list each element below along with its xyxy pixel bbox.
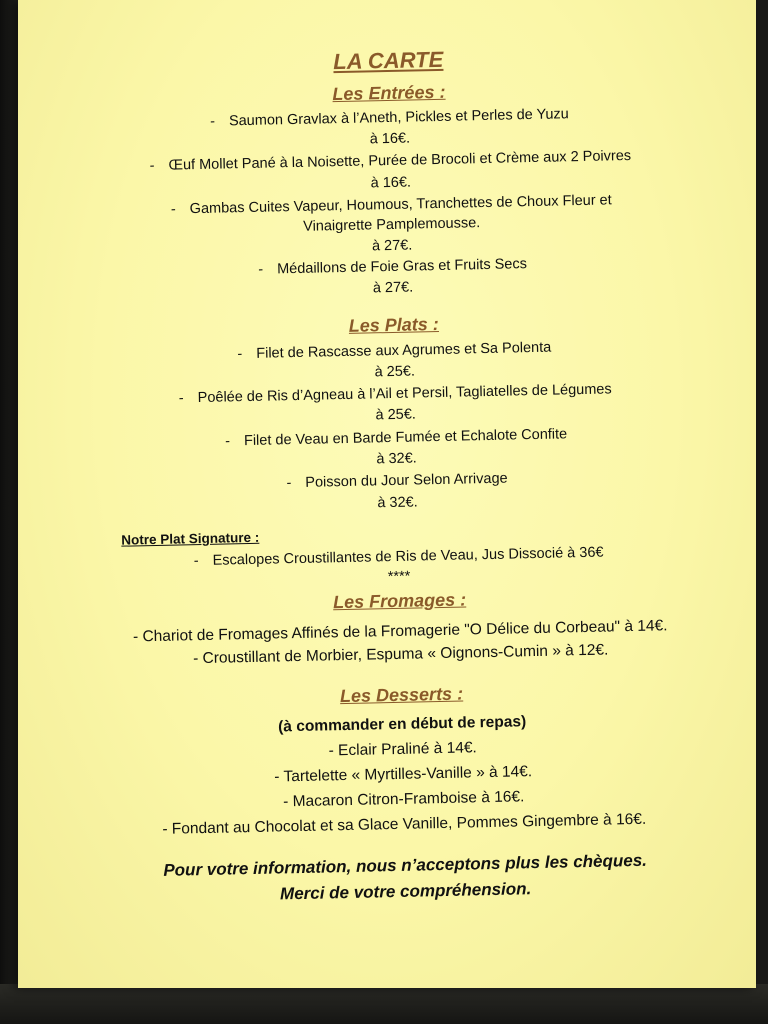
dash: - [286,475,292,492]
entree-price: à 16€. [370,174,412,192]
menu-sheet [18,0,768,996]
entree-name-cont: Vinaigrette Pamplemousse. [303,215,481,235]
dessert-item-2: - Tartelette « Myrtilles-Vanille » à 14€. [274,763,533,786]
dash: - [258,261,264,278]
menu-title: LA CARTE [333,46,444,75]
entree-name: Gambas Cuites Vapeur, Houmous, Tranchettes de Choux Fleur et [189,192,612,218]
signature-heading: Notre Plat Signature : [121,529,260,548]
plat-price: à 32€. [377,494,418,512]
fromages-heading: Les Fromages : [332,589,467,613]
plats-heading: Les Plats : [348,313,440,336]
entree-name: Médaillons de Foie Gras et Fruits Secs [276,256,528,278]
dash: - [224,433,231,450]
plat-price: à 25€. [374,363,416,381]
dessert-item-1: - Eclair Praliné à 14€. [328,739,477,760]
dessert-item-4: - Fondant au Chocolat et sa Glace Vanille, Pommes Gingembre à 16€. [162,810,647,838]
entree-price: à 27€. [371,237,413,255]
signature-name: Escalopes Croustillantes de Ris de Veau, Jus Dissocié à 36€ [212,544,604,569]
dash: - [149,157,155,175]
entree-price: à 16€. [369,130,411,148]
plat-price: à 25€. [375,406,417,424]
plat-name: Poêlée de Ris d’Agneau à l’Ail et Persil, Tagliatelles de Légumes [197,381,612,407]
notice-line-2: Merci de votre compréhension. [279,879,532,904]
dessert-item-3: - Macaron Citron-Framboise à 16€. [282,788,525,811]
plat-name: Filet de Veau en Barde Fumée et Echalote Confite [243,426,568,450]
separator: **** [387,568,411,586]
dash: - [193,553,199,570]
entrees-heading: Les Entrées : [332,81,446,105]
notice-line-1: Pour votre information, nous n’acceptons plus les chèques. [163,850,648,880]
plat-price: à 32€. [376,450,417,468]
entree-price: à 27€. [372,279,414,297]
menu-paper [18,0,756,988]
desserts-note: (à commander en début de repas) [277,713,527,736]
plat-name: Filet de Rascasse aux Agrumes et Sa Polenta [256,339,552,362]
dash: - [209,113,216,130]
plat-name: Poisson du Jour Selon Arrivage [305,470,508,491]
entree-name: Œuf Mollet Pané à la Noisette, Purée de Brocoli et Crème aux 2 Poivres [168,147,632,174]
entree-name: Saumon Gravlax à l’Aneth, Pickles et Perles de Yuzu [228,106,569,130]
dash: - [170,201,176,218]
fromage-item-1: - Chariot de Fromages Affinés de la Fromagerie "O Délice du Corbeau" à 14€. [132,617,668,646]
fromage-item-2: - Croustillant de Morbier, Espuma « Oignons-Cumin » à 12€. [192,641,609,668]
dash: - [178,390,184,407]
desserts-heading: Les Desserts : [339,683,464,707]
dash: - [237,346,243,363]
